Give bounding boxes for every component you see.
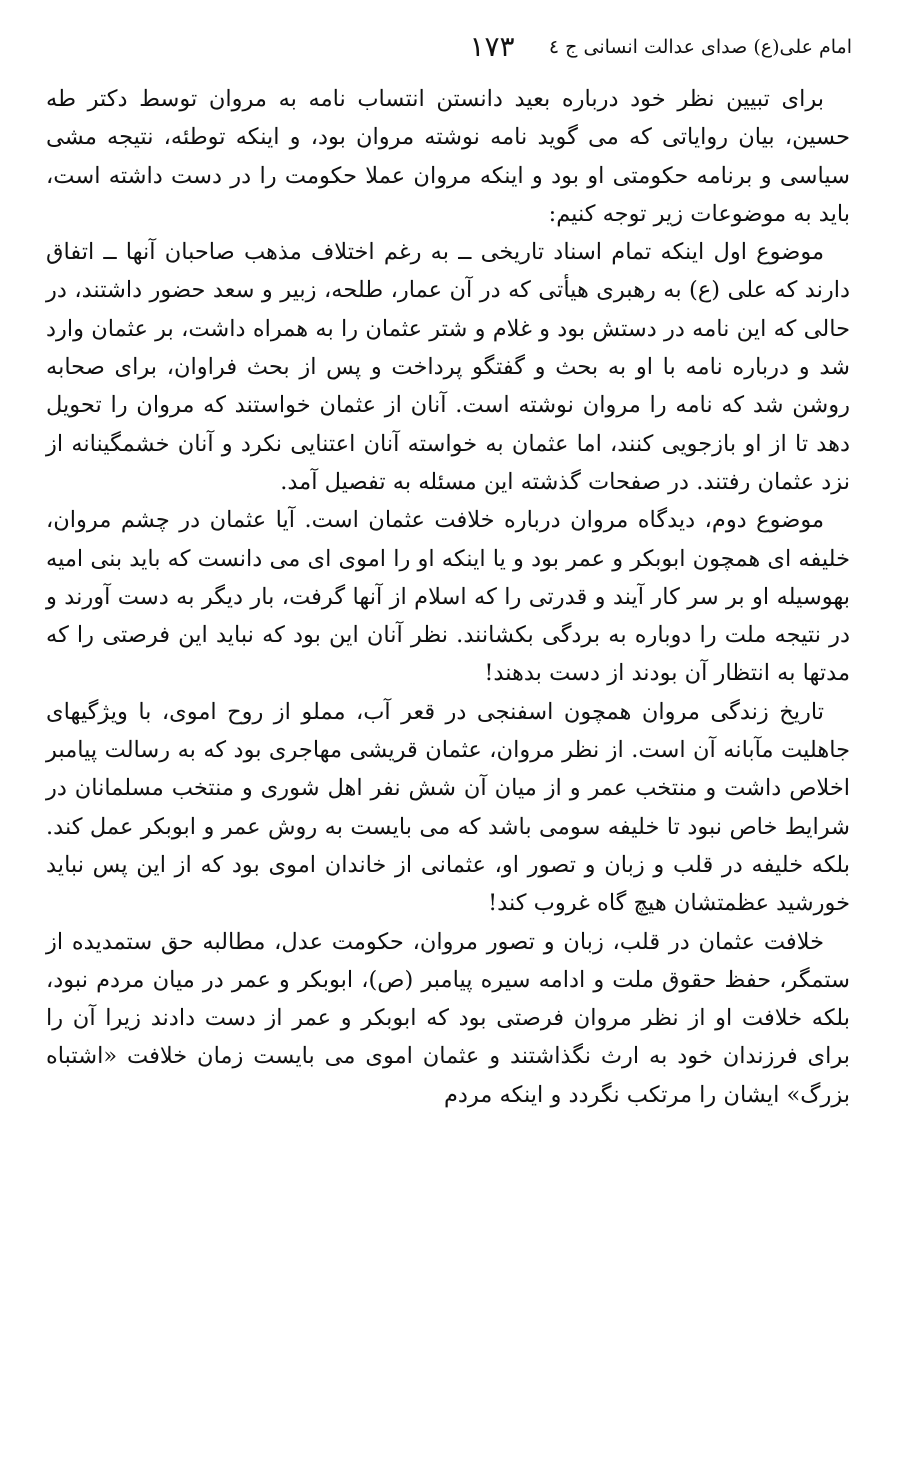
paragraph: برای تبیین نظر خود درباره بعید دانستن انتساب نامه به مروان توسط دکتر طه حسین، بیان روایاتی که می گوید نامه نوشته مروان بود، و اینکه توطئه، نتیجه مشی سیاسی و برنامه حکومتی او بود و اینکه مروان عملا حکومت را در دست داشته است، باید به موضوعات زیر توجه کنیم: — [46, 86, 850, 227]
paragraph: موضوع دوم، دیدگاه مروان درباره خلافت عثمان است. آیا عثمان در چشم مروان، خلیفه ای همچون ابوبکر و عمر بود و یا اینکه او را اموی ای می دانست که باید بنی امیه بهوسیله او بر سر کار آیند و قدرتی را که اسلام از آنها گرفت، بار دیگر به دست آورند و در نتیجه ملت را دوباره به بردگی بکشانند. نظر آنان این بود که نباید این فرصتی را که مدتها به انتظار آن بودند از دست بدهند! — [46, 507, 850, 687]
body-text — [46, 80, 850, 1114]
paragraph: تاریخ زندگی مروان همچون اسفنجی در قعر آب، مملو از روح اموی، با ویژگیهای جاهلیت مآبانه آن است. از نظر مروان، عثمان قریشی مهاجری بود که به رسالت پیامبر اخلاص داشت و منتخب عمر و از میان آن شش نفر اهل شوری و منتخب مسلمانان در شرایط خاص نبود تا خلیفه سومی باشد که می بایست به روش عمر و ابوبکر عمل کند. بلکه خلیفه در قلب و زبان و تصور او، عثمانی از خاندان اموی بود که از این پس نباید خورشید عظمتشان هیچ گاه غروب کند! — [46, 698, 850, 917]
book-title: امام علی(ع) صدای عدالت انسانی ج ٤ — [548, 36, 852, 58]
paragraph: خلافت عثمان در قلب، زبان و تصور مروان، حکومت عدل، مطالبه حق ستمدیده از ستمگر، حفظ حقوق ملت و ادامه سیره پیامبر (ص)، ابوبکر و عمر در میان مردم نبود، بلکه خلافت او از نظر مروان فرصتی بود که ابوبکر و عمر از دست دادند زیرا آن را برای فرزندان خود به ارث نگذاشتند و عثمان اموی می بایست زمان خلافت «اشتباه بزرگ» ایشان را مرتکب نگردد و اینکه مردم — [46, 928, 850, 1108]
running-header — [48, 30, 852, 70]
paragraph: موضوع اول اینکه تمام اسناد تاریخی ــ به رغم اختلاف مذهب صاحبان آنها ــ اتفاق دارند که علی (ع) به رهبری هیأتی که در آن عمار، طلحه، زبیر و سعد حضور داشتند، در حالی که این نامه در دستش بود و غلام و شتر عثمان را به همراه داشت، بر عثمان وارد شد و درباره نامه با او به بحث و گفتگو پرداخت و پس از بحث فراوان، برای صحابه روشن شد که نامه را مروان نوشته است. آنان از عثمان خواستند که مروان را تحویل دهد تا از او بازجویی کنند، اما عثمان به خواسته آنان اعتنایی نکرد و آنان خشمگینانه از نزد عثمان رفتند. در صفحات گذشته این مسئله به تفصیل آمد. — [46, 239, 850, 495]
page-number: ١٧٣ — [469, 30, 515, 63]
